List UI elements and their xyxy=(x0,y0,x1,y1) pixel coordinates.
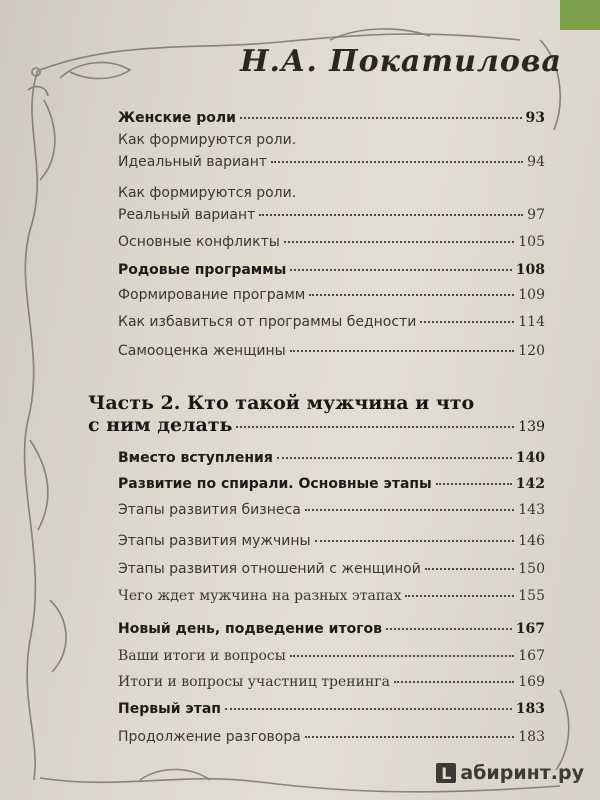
toc-entry-title: Реальный вариант xyxy=(118,207,256,223)
watermark xyxy=(436,762,584,784)
toc-leader-dots xyxy=(236,426,514,428)
toc-page-number: 93 xyxy=(525,110,545,126)
toc-leader-dots xyxy=(225,708,512,710)
toc-entry-title: Развитие по спирали. Основные этапы xyxy=(118,476,432,492)
toc-entry-title-line: Часть 2. Кто такой мужчина и что xyxy=(88,392,475,414)
toc-leader-dots xyxy=(290,269,511,271)
toc-entry-title: Женские роли xyxy=(118,110,236,126)
toc-entry-row xyxy=(118,287,545,303)
toc-entry-row xyxy=(118,207,545,223)
toc-page-number: 143 xyxy=(518,502,545,518)
toc-leader-dots xyxy=(315,540,515,542)
toc-entry-row xyxy=(118,234,545,250)
toc-leader-dots xyxy=(290,350,515,352)
toc-entry-row xyxy=(118,729,545,745)
toc-leader-dots xyxy=(277,457,512,459)
toc-entry-title: Идеальный вариант xyxy=(118,154,268,170)
toc-page-number: 139 xyxy=(518,419,545,435)
toc-entry-title: Ваши итоги и вопросы xyxy=(118,648,286,664)
toc-entry-row xyxy=(118,154,545,170)
toc-entry-title: Этапы развития отношений с женщиной xyxy=(118,561,421,577)
toc-entry-row xyxy=(118,343,545,359)
toc-page-number: 142 xyxy=(515,476,545,492)
toc-entry-row xyxy=(118,701,545,717)
toc-page-number: 146 xyxy=(518,533,545,549)
toc-page-number: 140 xyxy=(515,450,545,466)
toc-entry-row xyxy=(118,502,545,518)
toc-page-number: 120 xyxy=(518,343,545,359)
toc-entry-title: Новый день, подведение итогов xyxy=(118,621,382,637)
toc-leader-dots xyxy=(284,241,514,243)
toc-page-number: 155 xyxy=(518,588,545,604)
toc-page-number: 105 xyxy=(518,234,545,250)
toc-entry-title: Этапы развития бизнеса xyxy=(118,502,301,518)
toc-entry-row xyxy=(88,414,545,436)
toc-entry-title: Самооценка женщины xyxy=(118,343,286,359)
toc-entry-row xyxy=(118,262,545,278)
labirint-logo-icon: L xyxy=(436,763,456,783)
toc-entry-title: Родовые программы xyxy=(118,262,287,278)
toc-entry-title: Вместо вступления xyxy=(118,450,273,466)
toc-page-number: 150 xyxy=(518,561,545,577)
toc-entry-title-line: Как формируются роли. xyxy=(118,132,297,148)
toc-page-number: 183 xyxy=(515,701,545,717)
toc-entry-row xyxy=(118,674,545,690)
toc-entry-row xyxy=(118,588,545,604)
toc-entry-title: Формирование программ xyxy=(118,287,306,303)
toc-entry-row xyxy=(118,476,545,492)
toc-leader-dots xyxy=(405,595,514,597)
toc-leader-dots xyxy=(309,294,514,296)
toc-entry-row xyxy=(118,450,545,466)
toc-entry-row xyxy=(118,533,545,549)
toc-leader-dots xyxy=(259,214,523,216)
toc-page-number: 97 xyxy=(527,207,545,223)
toc-page-number: 169 xyxy=(518,674,545,690)
toc-leader-dots xyxy=(290,655,514,657)
toc-leader-dots xyxy=(305,736,514,738)
toc-leader-dots xyxy=(436,483,512,485)
toc-entry-title: Первый этап xyxy=(118,701,221,717)
toc-entry-title: Чего ждет мужчина на разных этапах xyxy=(118,588,402,604)
toc-page-number: 108 xyxy=(515,262,545,278)
toc-leader-dots xyxy=(240,117,522,119)
toc-entry-row xyxy=(118,648,545,664)
toc-entry-title: Итоги и вопросы участниц тренинга xyxy=(118,674,390,690)
toc-entry-title: Как избавиться от программы бедности xyxy=(118,314,417,330)
author-name: Н.А. Покатилова xyxy=(240,44,562,79)
toc-page-number: 94 xyxy=(527,154,545,170)
toc-entry-title: Продолжение разговора xyxy=(118,729,301,745)
toc-entry-title: Этапы развития мужчины xyxy=(118,533,311,549)
toc-leader-dots xyxy=(420,321,514,323)
toc-leader-dots xyxy=(394,681,514,683)
toc-page-number: 109 xyxy=(518,287,545,303)
toc-entry-title: Основные конфликты xyxy=(118,234,280,250)
toc-page-number: 183 xyxy=(518,729,545,745)
toc-page-number: 167 xyxy=(518,648,545,664)
toc-entry-row xyxy=(118,314,545,330)
toc-entry-title-line: Как формируются роли. xyxy=(118,185,297,201)
toc-page-number: 114 xyxy=(518,314,545,330)
toc-page-number: 167 xyxy=(515,621,545,637)
toc-leader-dots xyxy=(386,628,512,630)
toc-leader-dots xyxy=(305,509,514,511)
toc-entry-title: с ним делать xyxy=(88,414,233,436)
toc-leader-dots xyxy=(425,568,514,570)
watermark-text: абиринт.ру xyxy=(460,762,584,784)
toc-entry-row xyxy=(118,110,545,126)
toc-leader-dots xyxy=(271,161,523,163)
toc-entry-row xyxy=(118,621,545,637)
toc-entry-row xyxy=(118,561,545,577)
